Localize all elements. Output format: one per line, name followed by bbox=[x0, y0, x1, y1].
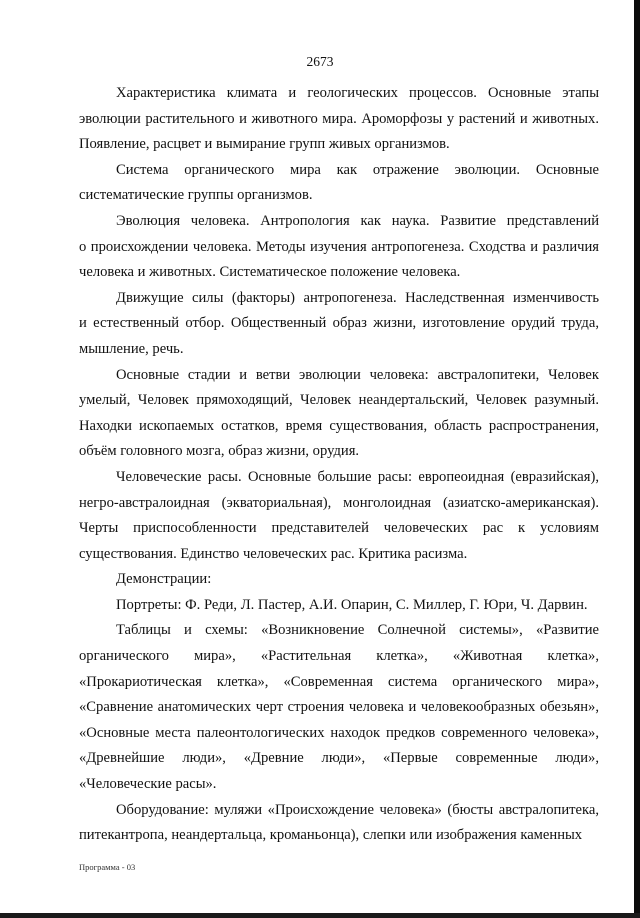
paragraph bbox=[79, 465, 599, 567]
text-line: Эволюция человека. Антропология как наука. Развитие представлений bbox=[116, 212, 599, 229]
text-line: человека и животных. Систематическое положение человека. bbox=[79, 264, 461, 281]
text-line: Система органического мира как отражение эволюции. Основные bbox=[116, 161, 599, 178]
text-line: эволюции растительного и животного мира. Ароморфозы у растений и животных. bbox=[79, 110, 599, 127]
text-line: Черты приспособленности представителей человеческих рас к условиям bbox=[79, 520, 599, 537]
text-line: мышление, речь. bbox=[79, 340, 184, 357]
page-footer: Программа - 03 bbox=[79, 862, 136, 872]
scan-edge-bottom bbox=[0, 913, 640, 918]
text-line: и естественный отбор. Общественный образ жизни, изготовление орудий труда, bbox=[79, 315, 599, 332]
text-line: Находки ископаемых остатков, время существования, область распространения, bbox=[79, 417, 599, 434]
text-line: питекантропа, неандертальца, кроманьонца), слепки или изображения каменных bbox=[79, 827, 583, 844]
text-line: Характеристика климата и геологических процессов. Основные этапы bbox=[116, 85, 599, 101]
text-line: Демонстрации: bbox=[116, 571, 212, 588]
text-line: Появление, расцвет и вымирание групп живых организмов. bbox=[79, 136, 450, 153]
text-line: объём головного мозга, образ жизни, орудия. bbox=[79, 443, 360, 460]
paragraph bbox=[79, 286, 599, 363]
paragraph bbox=[79, 158, 599, 209]
text-line: умелый, Человек прямоходящий, Человек неандертальский, Человек разумный. bbox=[79, 392, 599, 409]
text-line: Человеческие расы. Основные большие расы: европеоидная (евразийская), bbox=[116, 468, 599, 485]
text-line: Оборудование: муляжи «Происхождение человека» (бюсты австралопитека, bbox=[116, 801, 599, 818]
page-number: 2673 bbox=[306, 54, 334, 69]
paragraph bbox=[79, 567, 599, 593]
document-body bbox=[79, 81, 599, 849]
text-line: негро-австралоидная (экваториальная), монголоидная (азиатско-американская). bbox=[79, 494, 599, 511]
text-line: Портреты: Ф. Реди, Л. Пастер, А.И. Опарин, С. Миллер, Г. Юри, Ч. Дарвин. bbox=[116, 596, 588, 613]
text-line: существования. Единство человеческих рас. Критика расизма. bbox=[79, 545, 468, 562]
text-line: о происхождении человека. Методы изучения антропогенеза. Сходства и различия bbox=[79, 238, 599, 255]
paragraph bbox=[79, 363, 599, 465]
paragraph bbox=[79, 798, 599, 849]
text-line: Движущие силы (факторы) антропогенеза. Наследственная изменчивость bbox=[116, 289, 599, 306]
text-line: Основные стадии и ветви эволюции человека: австралопитеки, Человек bbox=[116, 366, 599, 383]
paragraph bbox=[79, 618, 599, 797]
text-line: «Основные места палеонтологических находок предков современного человека», bbox=[79, 724, 599, 741]
text-line: «Человеческие расы». bbox=[79, 776, 217, 793]
text-line: «Древнейшие люди», «Древние люди», «Первые современные люди», bbox=[79, 750, 599, 767]
text-line: систематические группы организмов. bbox=[79, 187, 313, 204]
scan-edge-right bbox=[634, 0, 640, 918]
paragraph bbox=[79, 81, 599, 158]
text-line: органического мира», «Растительная клетка», «Животная клетка», bbox=[79, 648, 599, 665]
text-line: «Сравнение анатомических черт строения человека и человекообразных обезьян», bbox=[79, 699, 599, 716]
paragraph bbox=[79, 593, 599, 619]
text-line: «Прокариотическая клетка», «Современная система органического мира», bbox=[79, 673, 599, 690]
text-line: Таблицы и схемы: «Возникновение Солнечной системы», «Развитие bbox=[116, 622, 599, 639]
paragraph bbox=[79, 209, 599, 286]
